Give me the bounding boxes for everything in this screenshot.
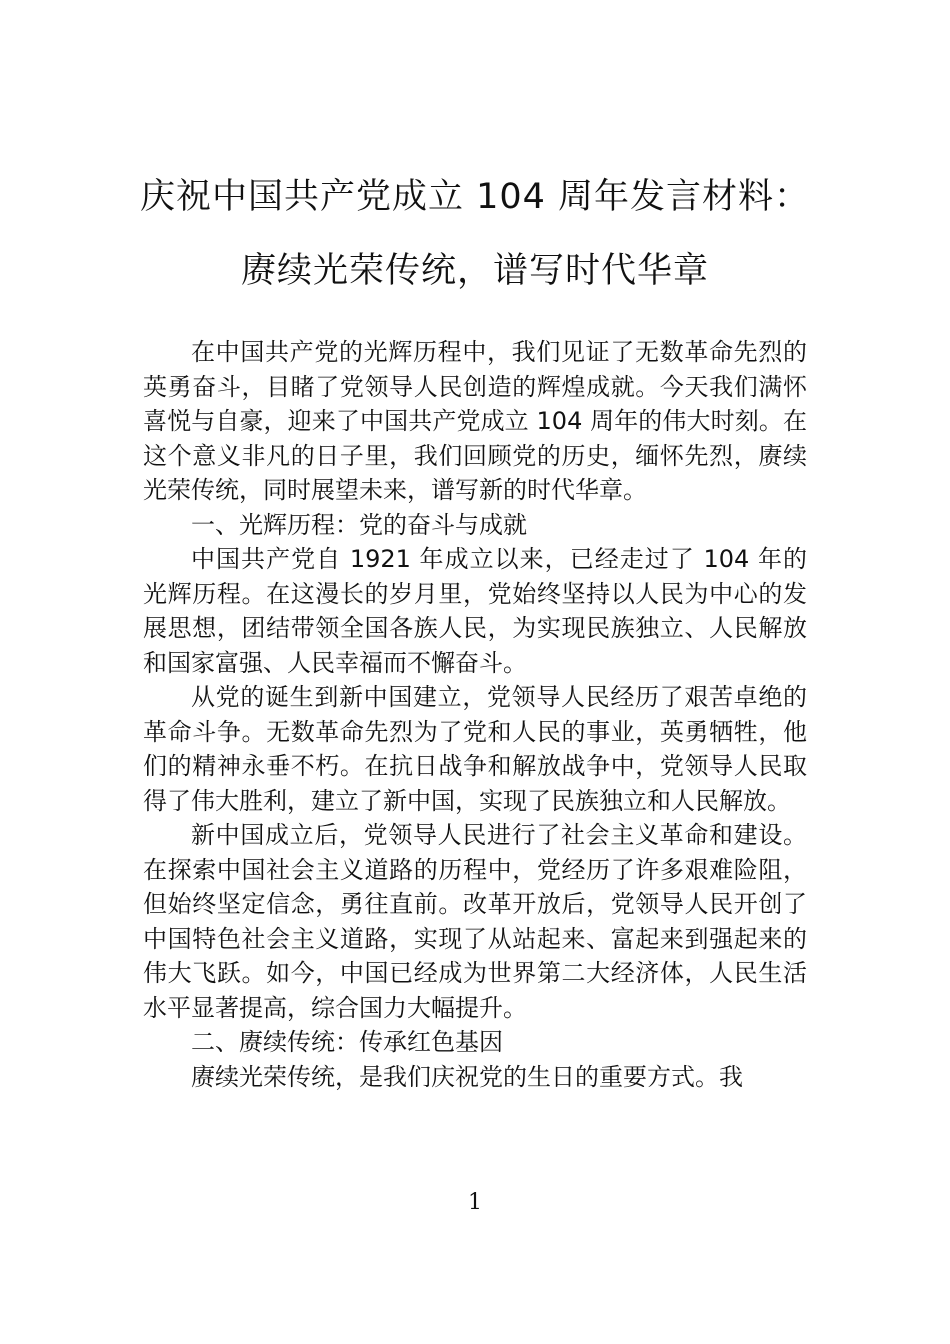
- title-line-1: 庆祝中国共产党成立 104 周年发言材料：: [139, 177, 811, 217]
- title-line-2: 赓续光荣传统，谱写时代华章: [240, 251, 709, 291]
- paragraph: 中国共产党自 1921 年成立以来，已经走过了 104 年的光辉历程。在这漫长的岁月里，党始终坚持以人民为中心的发展思想，团结带领全国各族人民，为实现民族独立、人民解放和国家富强、人民幸福而不懈奋斗。: [143, 545, 807, 677]
- document-body: [143, 335, 807, 1094]
- document-title: [120, 172, 830, 296]
- paragraph-intro: 在中国共产党的光辉历程中，我们见证了无数革命先烈的英勇奋斗，目睹了党领导人民创造的辉煌成就。今天我们满怀喜悦与自豪，迎来了中国共产党成立 104 周年的伟大时刻。在这个意义非凡的日子里，我们回顾党的历史，缅怀先烈，赓续光荣传统，同时展望未来，谱写新的时代华章。: [143, 338, 807, 504]
- paragraph: 从党的诞生到新中国建立，党领导人民经历了艰苦卓绝的革命斗争。无数革命先烈为了党和人民的事业，英勇牺牲，他们的精神永垂不朽。在抗日战争和解放战争中，党领导人民取得了伟大胜利，建立了新中国，实现了民族独立和人民解放。: [143, 683, 807, 815]
- section-heading-1: 一、光辉历程：党的奋斗与成就: [191, 510, 527, 539]
- paragraph: 赓续光荣传统，是我们庆祝党的生日的重要方式。我: [191, 1062, 743, 1091]
- page-number: 1: [468, 1190, 482, 1215]
- paragraph: 新中国成立后，党领导人民进行了社会主义革命和建设。在探索中国社会主义道路的历程中，党经历了许多艰难险阻，但始终坚定信念，勇往直前。改革开放后，党领导人民开创了中国特色社会主义道路，实现了从站起来、富起来到强起来的伟大飞跃。如今，中国已经成为世界第二大经济体，人民生活水平显著提高，综合国力大幅提升。: [143, 821, 807, 1022]
- section-heading-2: 二、赓续传统：传承红色基因: [191, 1028, 503, 1056]
